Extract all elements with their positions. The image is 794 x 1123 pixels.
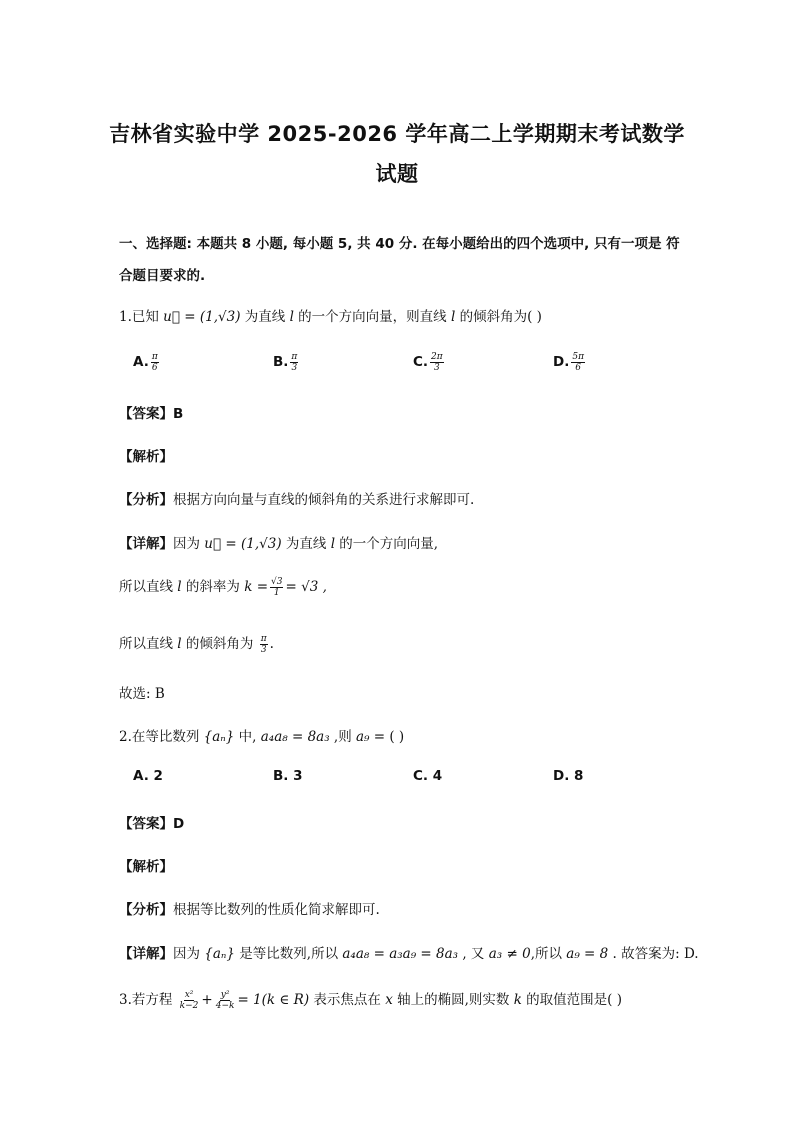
q2-option-a: A. 2 — [133, 768, 163, 784]
question-3-stem: 3.若方程 $\frac{\text{x²}}{k-2}$ + $\frac{\text{y²}}{4-k}$ = 1(k ∈ R) 表示焦点在 x 轴上的椭圆,则实数 k 的取值范围是( ) — [119, 990, 623, 1011]
q1-conclusion: 故选: B — [119, 686, 165, 702]
q2-xiangjie: 【详解】因为 {aₙ} 是等比数列,所以 a₄a₈ = a₃a₉ = 8a₃ , 又 a₃ ≠ 0,所以 a₉ = 8 . 故答案为: D. — [119, 946, 699, 962]
section-heading-line1: 一、选择题: 本题共 8 小题, 每小题 5, 共 40 分. 在每小题给出的四个选项中, 只有一项是 符 — [119, 236, 680, 252]
question-1-stem: 1.已知 u⃗ = (1,√3) 为直线 l 的一个方向向量，则直线 l 的倾斜角为( ) — [119, 309, 542, 325]
q1-slope-line: 所以直线 l 的斜率为 k = $\frac{√3}{1}$ = √3 , — [119, 577, 327, 598]
q1-angle-line: 所以直线 l 的倾斜角为 $\frac{\pi}{3}$ . — [119, 634, 274, 655]
q2-option-d: D. 8 — [553, 768, 584, 784]
q2-fenxi: 【分析】根据等比数列的性质化简求解即可. — [119, 902, 380, 918]
q2-option-b: B. 3 — [273, 768, 303, 784]
document-title-line2: 试题 — [375, 162, 419, 186]
q2-option-c: C. 4 — [413, 768, 443, 784]
q1-option-a: A. $\frac{\pi}{6}$ — [133, 352, 158, 373]
q1-option-d: D. $\frac{5\pi}{6}$ — [553, 352, 584, 373]
q1-option-b: B. $\frac{\pi}{3}$ — [273, 352, 298, 373]
q1-answer: 【答案】B — [119, 406, 184, 422]
section-heading-line2: 合题目要求的. — [119, 268, 206, 284]
q1-option-c: C. $\frac{2\pi}{3}$ — [413, 352, 443, 373]
q2-answer: 【答案】D — [119, 816, 185, 832]
q1-analysis-label: 【解析】 — [119, 449, 173, 465]
question-2-stem: 2.在等比数列 {aₙ} 中, a₄a₈ = 8a₃ ,则 a₉ = ( ) — [119, 729, 405, 745]
q1-xiangjie: 【详解】因为 u⃗ = (1,√3) 为直线 l 的一个方向向量, — [119, 536, 439, 552]
vector-u: u⃗ = (1,√3) — [163, 309, 241, 325]
document-title-line1: 吉林省实验中学 2025-2026 学年高二上学期期末考试数学 — [109, 122, 685, 146]
q2-analysis-label: 【解析】 — [119, 859, 173, 875]
q1-fenxi: 【分析】根据方向向量与直线的倾斜角的关系进行求解即可. — [119, 492, 475, 508]
